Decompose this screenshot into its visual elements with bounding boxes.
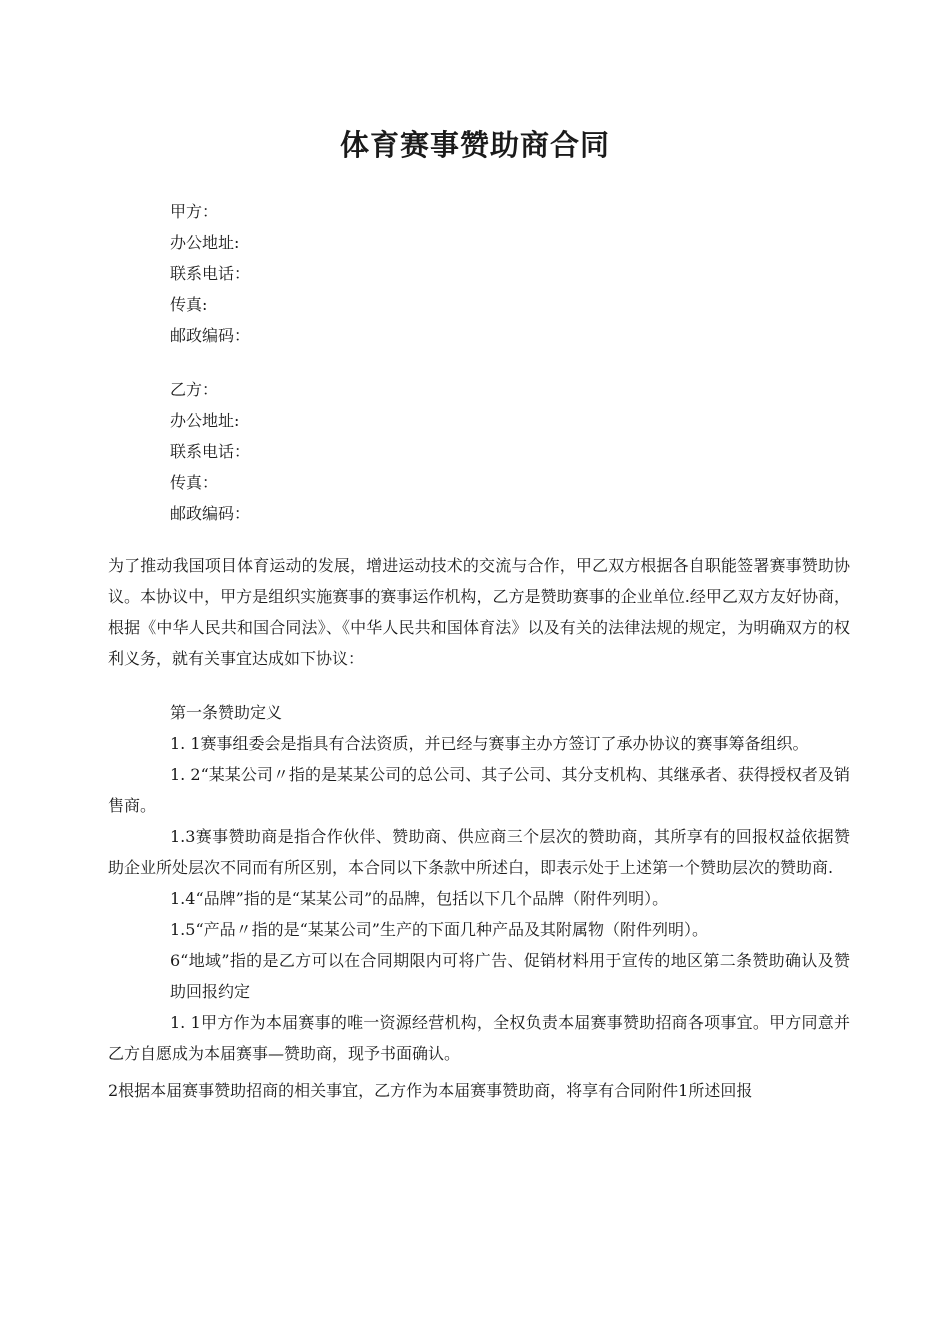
clause-1-1: 1. 1赛事组委会是指具有合法资质，并已经与赛事主办方签订了承办协议的赛事筹备组织。 xyxy=(170,734,809,753)
clause-1-3: 1.3赛事赞助商是指合作伙伴、赞助商、供应商三个层次的赞助商，其所享有的回报权益依据赞助企业所处层次不同而有所区别，本合同以下条款中所述白，即表示处于上述第一个赞助层次的赞助商. xyxy=(108,827,850,877)
party-b-address-label: 办公地址: xyxy=(170,411,240,430)
party-b-postal-label: 邮政编码： xyxy=(170,504,251,523)
clause-1-6: 6“地域”指的是乙方可以在合同期限内可将广告、促销材料用于宣传的地区第二条赞助确认及赞助回报约定 xyxy=(170,951,850,1001)
intro-section xyxy=(108,550,850,674)
clause-1-2: 1. 2“某某公司〃指的是某某公司的总公司、其子公司、其分支机构、其继承者、获得授权者及销售商。 xyxy=(108,765,850,815)
clauses-section xyxy=(108,697,850,1106)
intro-paragraph: 为了推动我国项目体育运动的发展，增进运动技术的交流与合作，甲乙双方根据各自职能签署赛事赞助协议。本协议中，甲方是组织实施赛事的赛事运作机构，乙方是赞助赛事的企业单位.经甲乙双方友好协商，根据《中华人民共和国合同法》、《中华人民共和国体育法》以及有关的法律法规的规定，为明确双方的权利义务，就有关事宜达成如下协议： xyxy=(108,556,850,668)
article-1-heading: 第一条赞助定义 xyxy=(170,703,283,722)
party-a-postal-label: 邮政编码： xyxy=(170,326,251,345)
clause-1-4: 1.4“品牌”指的是“某某公司”的品牌，包括以下几个品牌（附件列明）。 xyxy=(170,889,669,908)
party-a-address-label: 办公地址: xyxy=(170,233,240,252)
party-b-fax-label: 传真： xyxy=(170,473,219,492)
party-b-phone-label: 联系电话： xyxy=(170,442,251,461)
clause-1-5: 1.5“产品〃指的是“某某公司”生产的下面几种产品及其附属物（附件列明）。 xyxy=(170,920,708,939)
party-a-phone-label: 联系电话： xyxy=(170,264,251,283)
clause-2-2: 2根据本届赛事赞助招商的相关事宜，乙方作为本届赛事赞助商，将享有合同附件1所述回报 xyxy=(108,1081,753,1100)
document-title: 体育赛事赞助商合同 xyxy=(339,128,610,162)
clause-2-1: 1. 1甲方作为本届赛事的唯一资源经营机构，全权负责本届赛事赞助招商各项事宜。甲方同意并乙方自愿成为本届赛事—赞助商，现予书面确认。 xyxy=(108,1013,850,1063)
party-b-name-label: 乙方： xyxy=(170,380,219,399)
party-a-fax-label: 传真: xyxy=(170,295,208,314)
party-b-block xyxy=(170,374,250,529)
party-a-block xyxy=(170,196,250,351)
party-a-name-label: 甲方： xyxy=(170,202,219,221)
